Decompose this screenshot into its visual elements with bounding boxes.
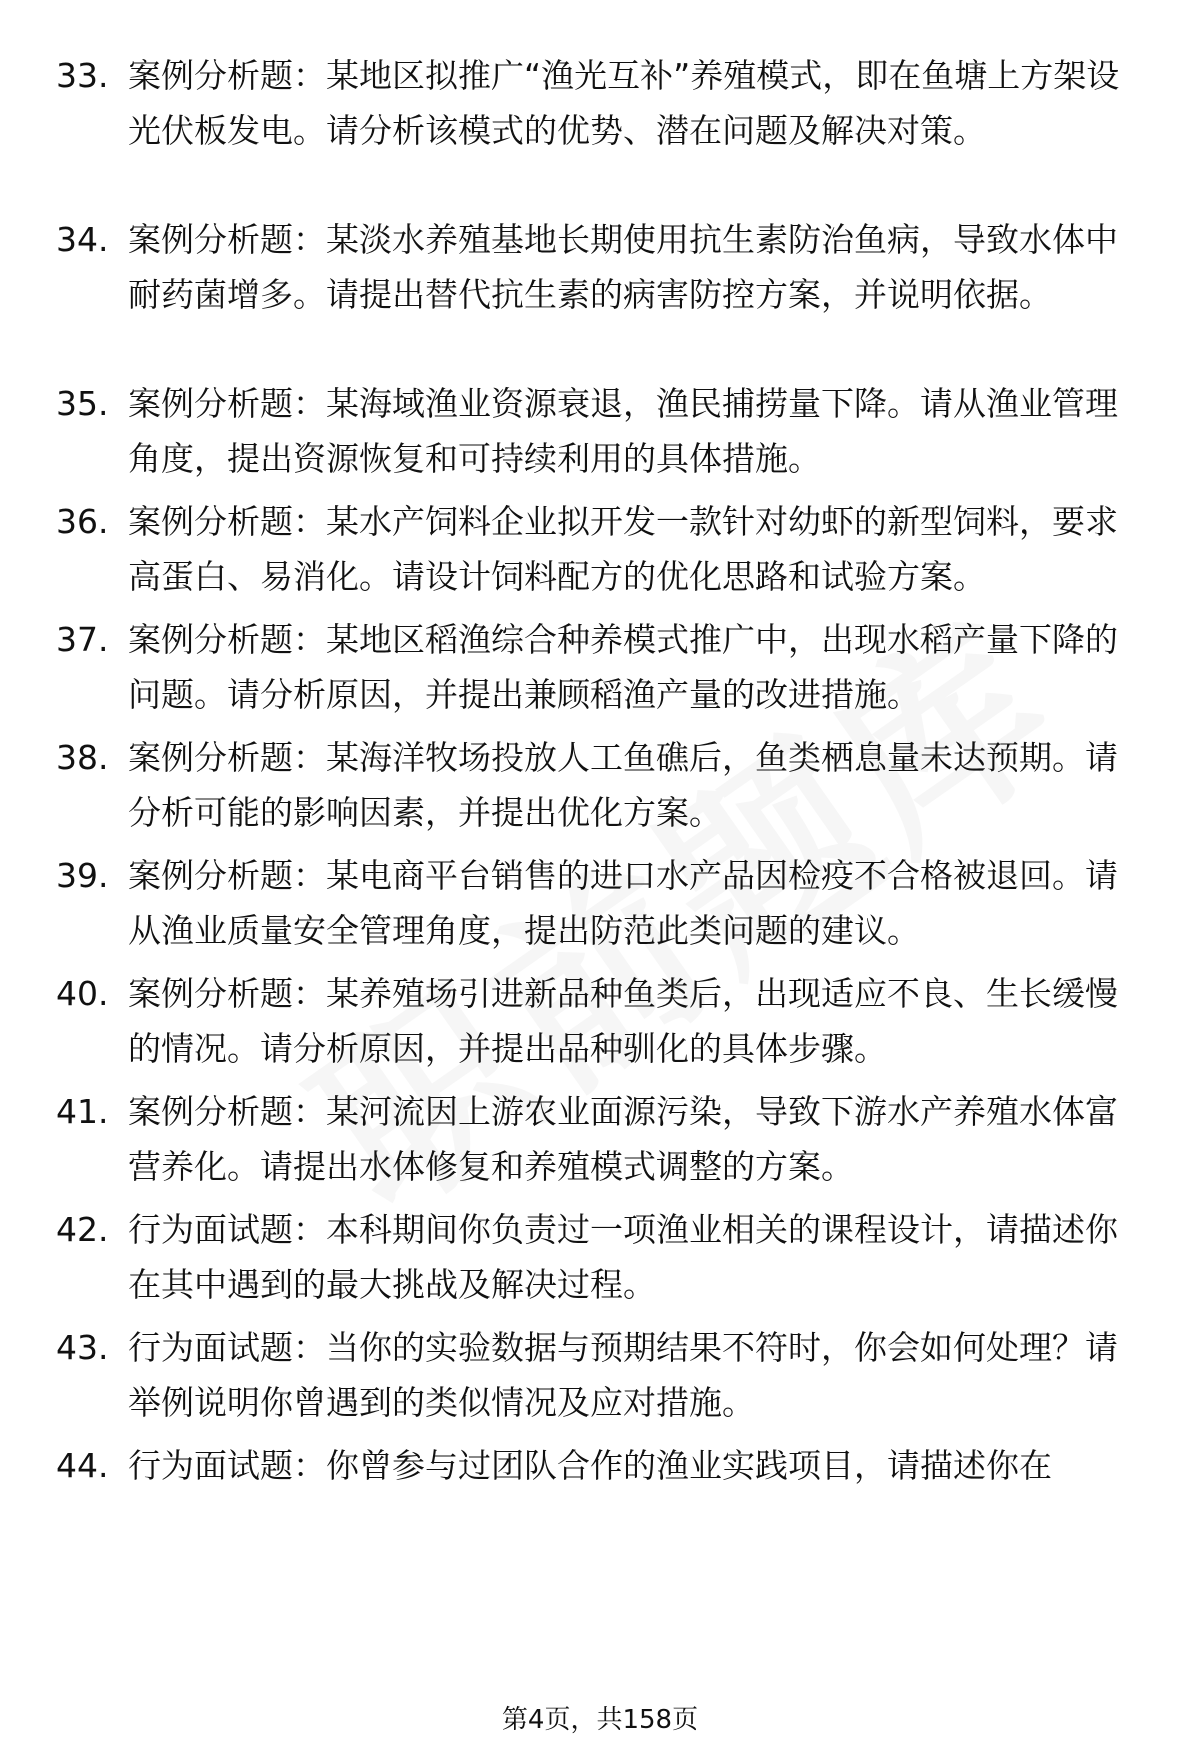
question-number: 34. xyxy=(56,220,109,259)
question-text: 案例分析题：某海域渔业资源衰退，渔民捕捞量下降。请从渔业管理角度，提出资源恢复和可持续利用的具体措施。 xyxy=(128,384,1118,478)
question-text: 案例分析题：某淡水养殖基地长期使用抗生素防治鱼病，导致水体中耐药菌增多。请提出替代抗生素的病害防控方案，并说明依据。 xyxy=(128,220,1118,314)
question-number: 33. xyxy=(56,56,109,95)
question-text: 行为面试题：你曾参与过团队合作的渔业实践项目，请描述你在 xyxy=(128,1446,1052,1485)
question-text: 案例分析题：某养殖场引进新品种鱼类后，出现适应不良、生长缓慢的情况。请分析原因，并提出品种驯化的具体步骤。 xyxy=(128,974,1118,1068)
question-text: 案例分析题：某地区稻渔综合种养模式推广中，出现水稻产量下降的问题。请分析原因，并提出兼顾稻渔产量的改进措施。 xyxy=(128,620,1118,714)
question-number: 37. xyxy=(56,620,109,659)
question-text: 行为面试题：当你的实验数据与预期结果不符时，你会如何处理？请举例说明你曾遇到的类似情况及应对措施。 xyxy=(128,1328,1118,1422)
question-text: 行为面试题：本科期间你负责过一项渔业相关的课程设计，请描述你在其中遇到的最大挑战及解决过程。 xyxy=(128,1210,1118,1304)
question-number: 40. xyxy=(56,974,109,1013)
page-footer: 第4页，共158页 xyxy=(501,1705,699,1735)
question-text: 案例分析题：某地区拟推广“渔光互补”养殖模式，即在鱼塘上方架设光伏板发电。请分析该模式的优势、潜在问题及解决对策。 xyxy=(128,56,1120,150)
question-text: 案例分析题：某河流因上游农业面源污染，导致下游水产养殖水体富营养化。请提出水体修复和养殖模式调整的方案。 xyxy=(128,1092,1118,1186)
question-number: 38. xyxy=(56,738,109,777)
question-number: 41. xyxy=(56,1092,109,1131)
question-number: 44. xyxy=(56,1446,109,1485)
question-number: 35. xyxy=(56,384,109,423)
question-number: 42. xyxy=(56,1210,109,1249)
question-text: 案例分析题：某海洋牧场投放人工鱼礁后，鱼类栖息量未达预期。请分析可能的影响因素，并提出优化方案。 xyxy=(128,738,1118,832)
question-number: 39. xyxy=(56,856,109,895)
question-text: 案例分析题：某电商平台销售的进口水产品因检疫不合格被退回。请从渔业质量安全管理角度，提出防范此类问题的建议。 xyxy=(128,856,1118,950)
question-number: 43. xyxy=(56,1328,109,1367)
question-number: 36. xyxy=(56,502,109,541)
question-text: 案例分析题：某水产饲料企业拟开发一款针对幼虾的新型饲料，要求高蛋白、易消化。请设计饲料配方的优化思路和试验方案。 xyxy=(128,502,1118,596)
